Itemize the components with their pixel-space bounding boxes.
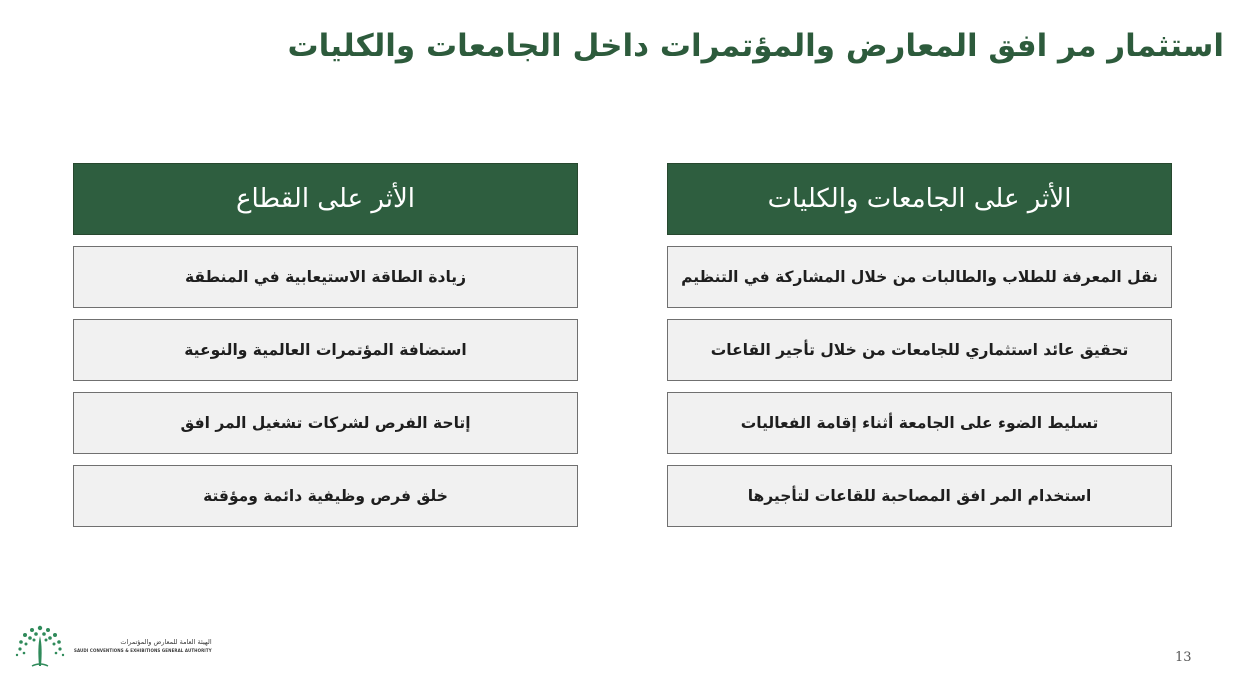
palm-tree-logo-icon	[12, 620, 68, 672]
universities-impact-item: تسليط الضوء على الجامعة أثناء إقامة الفعاليات	[667, 392, 1172, 454]
sector-impact-header: الأثر على القطاع	[73, 163, 578, 235]
universities-impact-item: استخدام المر افق المصاحبة للقاعات لتأجيرها	[667, 465, 1172, 527]
universities-impact-item: نقل المعرفة للطلاب والطالبات من خلال المشاركة في التنظيم	[667, 246, 1172, 308]
page-number: 13	[1175, 650, 1192, 665]
logo-arabic-name: الهيئة العامة للمعارض والمؤتمرات	[120, 638, 212, 647]
universities-impact-item: تحقيق عائد استثماري للجامعات من خلال تأجير القاعات	[667, 319, 1172, 381]
universities-impact-column	[667, 163, 1172, 527]
logo-text	[74, 639, 212, 653]
sector-impact-item: خلق فرص وظيفية دائمة ومؤقتة	[73, 465, 578, 527]
sector-impact-item: استضافة المؤتمرات العالمية والنوعية	[73, 319, 578, 381]
logo-english-name: SAUDI CONVENTIONS & EXHIBITIONS GENERAL AUTHORITY	[74, 647, 212, 653]
sector-impact-column	[73, 163, 578, 527]
universities-impact-header: الأثر على الجامعات والكليات	[667, 163, 1172, 235]
sector-impact-item: زيادة الطاقة الاستيعابية في المنطقة	[73, 246, 578, 308]
sector-impact-item: إتاحة الفرص لشركات تشغيل المر افق	[73, 392, 578, 454]
slide-title: استثمار مر افق المعارض والمؤتمرات داخل الجامعات والكليات	[287, 28, 1224, 64]
organization-logo	[12, 620, 212, 672]
